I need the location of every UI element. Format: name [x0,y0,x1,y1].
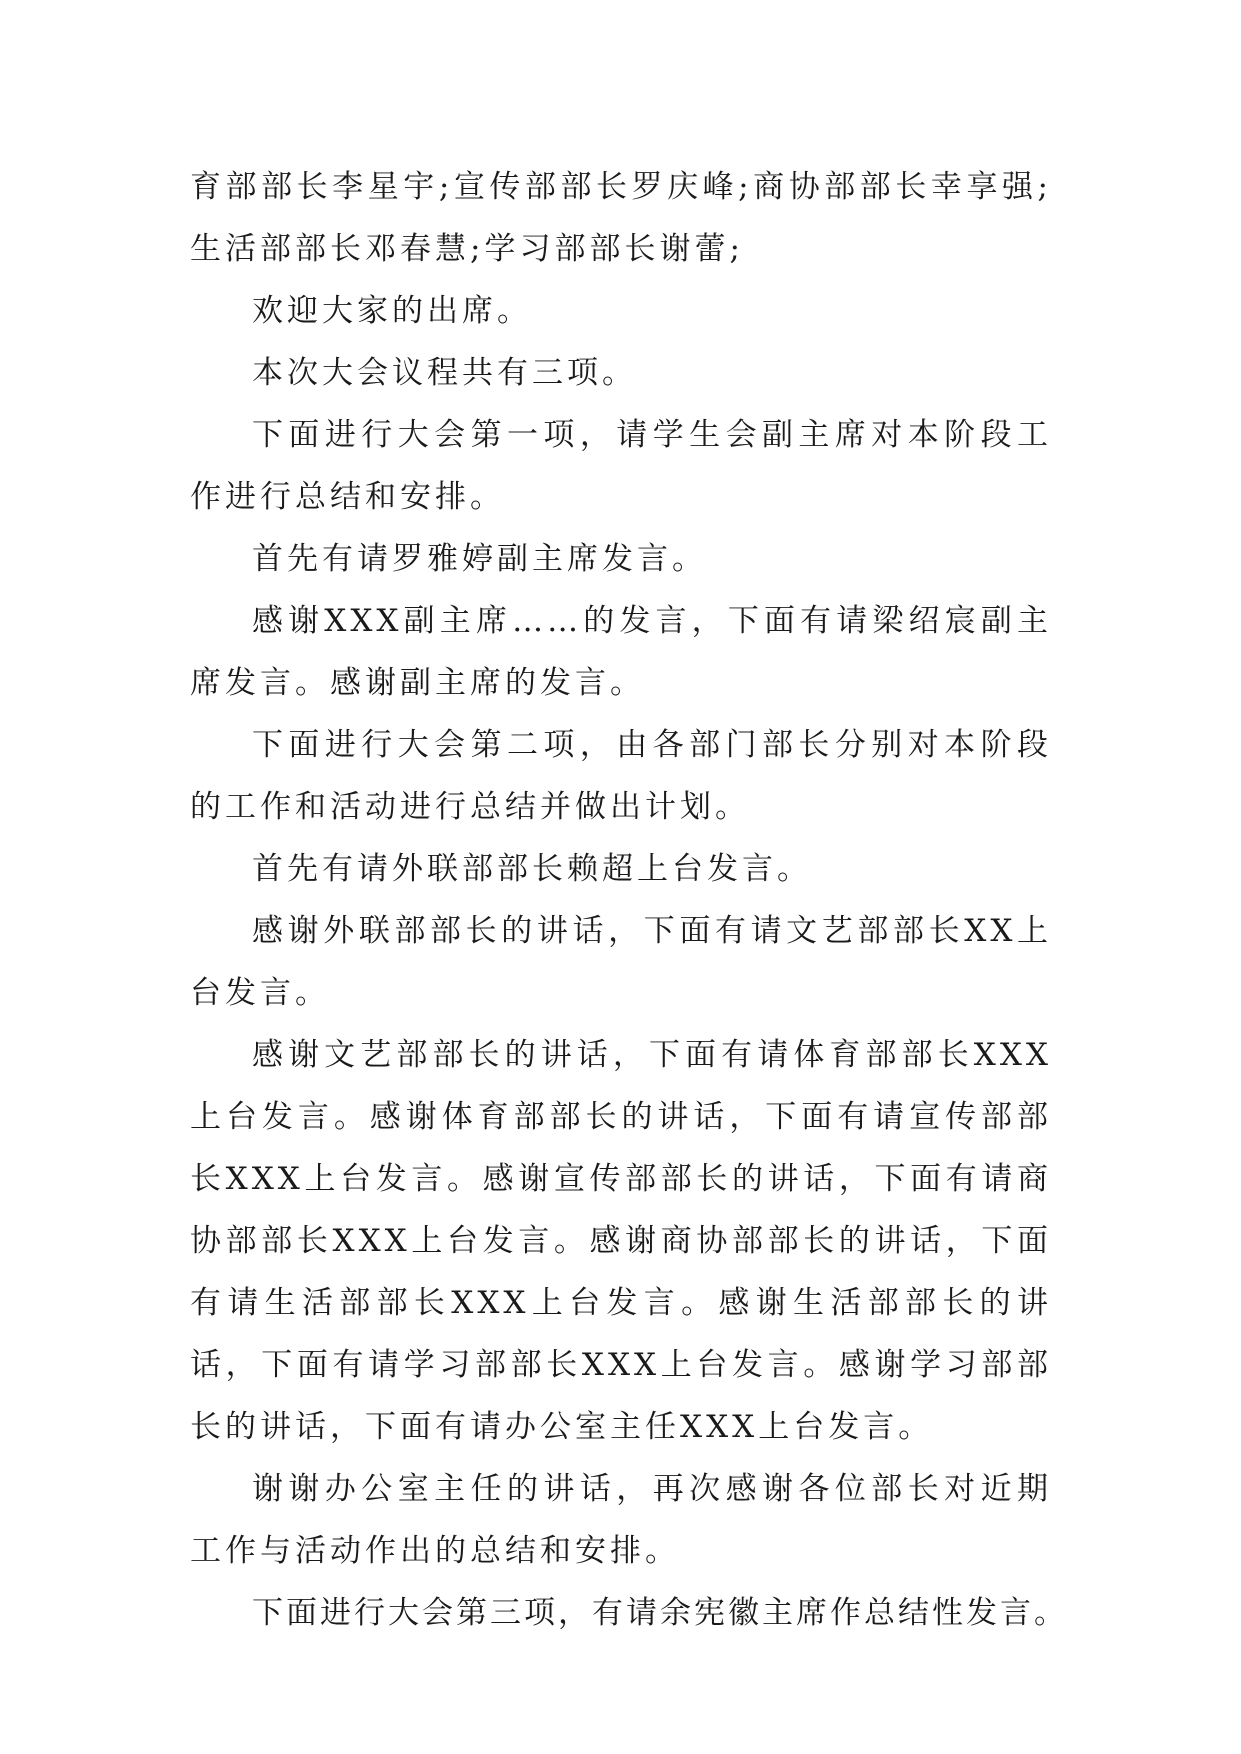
paragraph-liaison-speaker: 首先有请外联部部长赖超上台发言。 [252,851,812,887]
paragraph-item-two: 下面进行大会第二项，由各部门部长分别对本阶段的工作和活动进行总结并做出计划。 [190,727,1052,825]
paragraph-office-thanks: 谢谢办公室主任的讲话，再次感谢各位部长对近期工作与活动作出的总结和安排。 [190,1471,1052,1569]
paragraph-item-one: 下面进行大会第一项，请学生会副主席对本阶段工作进行总结和安排。 [190,417,1052,515]
paragraph-arts-speaker: 感谢外联部部长的讲话，下面有请文艺部部长XX上台发言。 [190,913,1052,1011]
paragraph-agenda: 本次大会议程共有三项。 [252,355,637,391]
paragraph-department-heads: 育部部长李星宇;宣传部部长罗庆峰;商协部部长幸享强;生活部部长邓春慧;学习部部长谢蕾; [190,169,1052,267]
document-body [190,156,1068,1644]
paragraph-first-speaker: 首先有请罗雅婷副主席发言。 [252,541,707,577]
paragraph-vice-chair-thanks: 感谢XXX副主席……的发言，下面有请梁绍宸副主席发言。感谢副主席的发言。 [190,603,1052,701]
paragraph-department-speeches: 感谢文艺部部长的讲话，下面有请体育部部长XXX上台发言。感谢体育部部长的讲话，下面有请宣传部部长XXX上台发言。感谢宣传部部长的讲话，下面有请商协部部长XXX上台发言。感谢商协部部长的讲话，下面有请生活部部长XXX上台发言。感谢生活部部长的讲话，下面有请学习部部长XXX上台发言。感谢学习部部长的讲话，下面有请办公室主任XXX上台发言。 [190,1037,1052,1445]
paragraph-item-three: 下面进行大会第三项，有请余宪徽主席作总结性发言。 [252,1595,1068,1631]
paragraph-welcome: 欢迎大家的出席。 [252,293,532,329]
